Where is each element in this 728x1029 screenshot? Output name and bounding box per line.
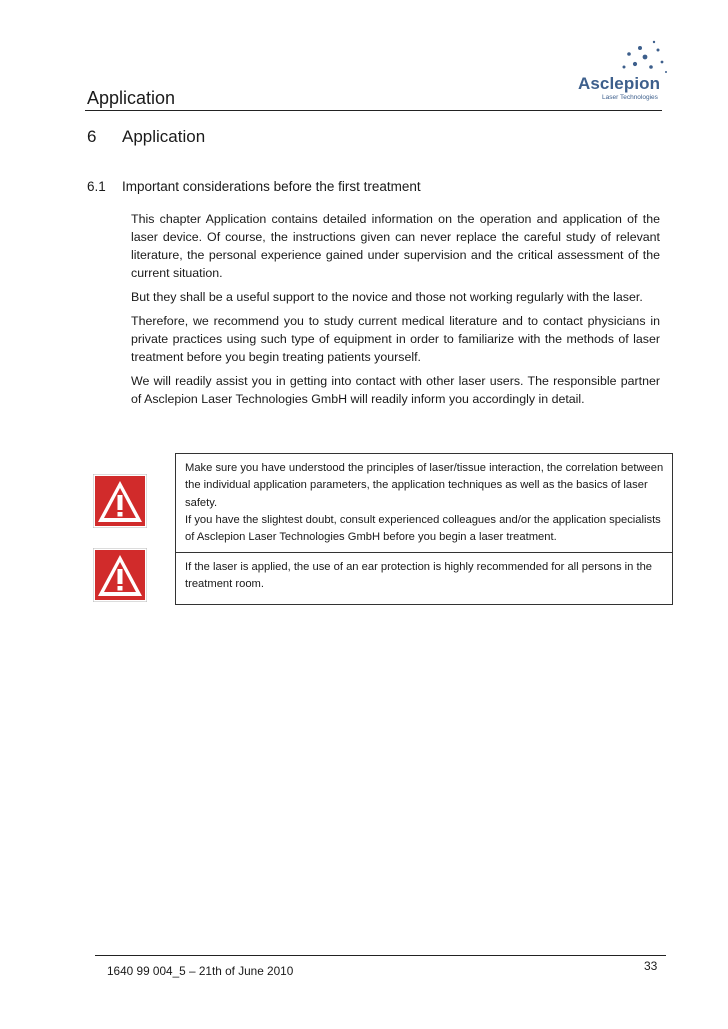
section-number: 6 [87, 127, 97, 146]
running-header-title: Application [87, 88, 176, 108]
warning-text: If the laser is applied, the use of an ear protection is highly recommended for all persons in the treatment room. [185, 561, 653, 591]
paragraph: We will readily assist you in getting into contact with other laser users. The responsible partner of Asclepion Laser Technologies GmbH will readily inform you accordingly in detail. [131, 374, 660, 406]
page-number: 33 [644, 959, 658, 973]
warning-exclamation-icon [93, 474, 147, 528]
logo-brand-text: Asclepion [578, 74, 661, 93]
header-rule [85, 110, 662, 111]
warning-text-cell [176, 553, 673, 605]
footer-rule [95, 955, 666, 956]
subsection-title: Important considerations before the first treatment [122, 179, 421, 194]
logo-tagline: Laser Technologies [602, 94, 658, 101]
subsection-number: 6.1 [87, 179, 106, 194]
warning-row [176, 553, 673, 605]
footer-doc-id: 1640 99 004_5 – 21th of June 2010 [107, 964, 294, 978]
warning-text-cell [176, 454, 673, 553]
warning-table [175, 453, 673, 605]
warning-text: Make sure you have understood the principles of laser/tissue interaction, the correlation between the individual application parameters, the application techniques as well as the basics of laser safety. [185, 462, 664, 509]
paragraph: Therefore, we recommend you to study current medical literature and to contact physicians in private practices using such type of equipment in order to familiarize with the methods of laser treatment before you begin treating patients yourself. [131, 314, 660, 364]
section-title: Application [122, 127, 206, 146]
paragraph: This chapter Application contains detailed information on the operation and application of the laser device. Of course, the instructions given can never replace the careful study of relevant literature, the personal experience gained under supervision and the critical assessment of the current situation. [131, 212, 660, 280]
paragraph: But they shall be a useful support to the novice and those not working regularly with the laser. [131, 290, 643, 304]
warning-exclamation-icon [93, 548, 147, 602]
body-text [131, 210, 660, 414]
warning-text: If you have the slightest doubt, consult experienced colleagues and/or the application specialists of Asclepion Laser Technologies GmbH before you begin a laser treatment. [185, 513, 661, 544]
warning-row [176, 454, 673, 553]
